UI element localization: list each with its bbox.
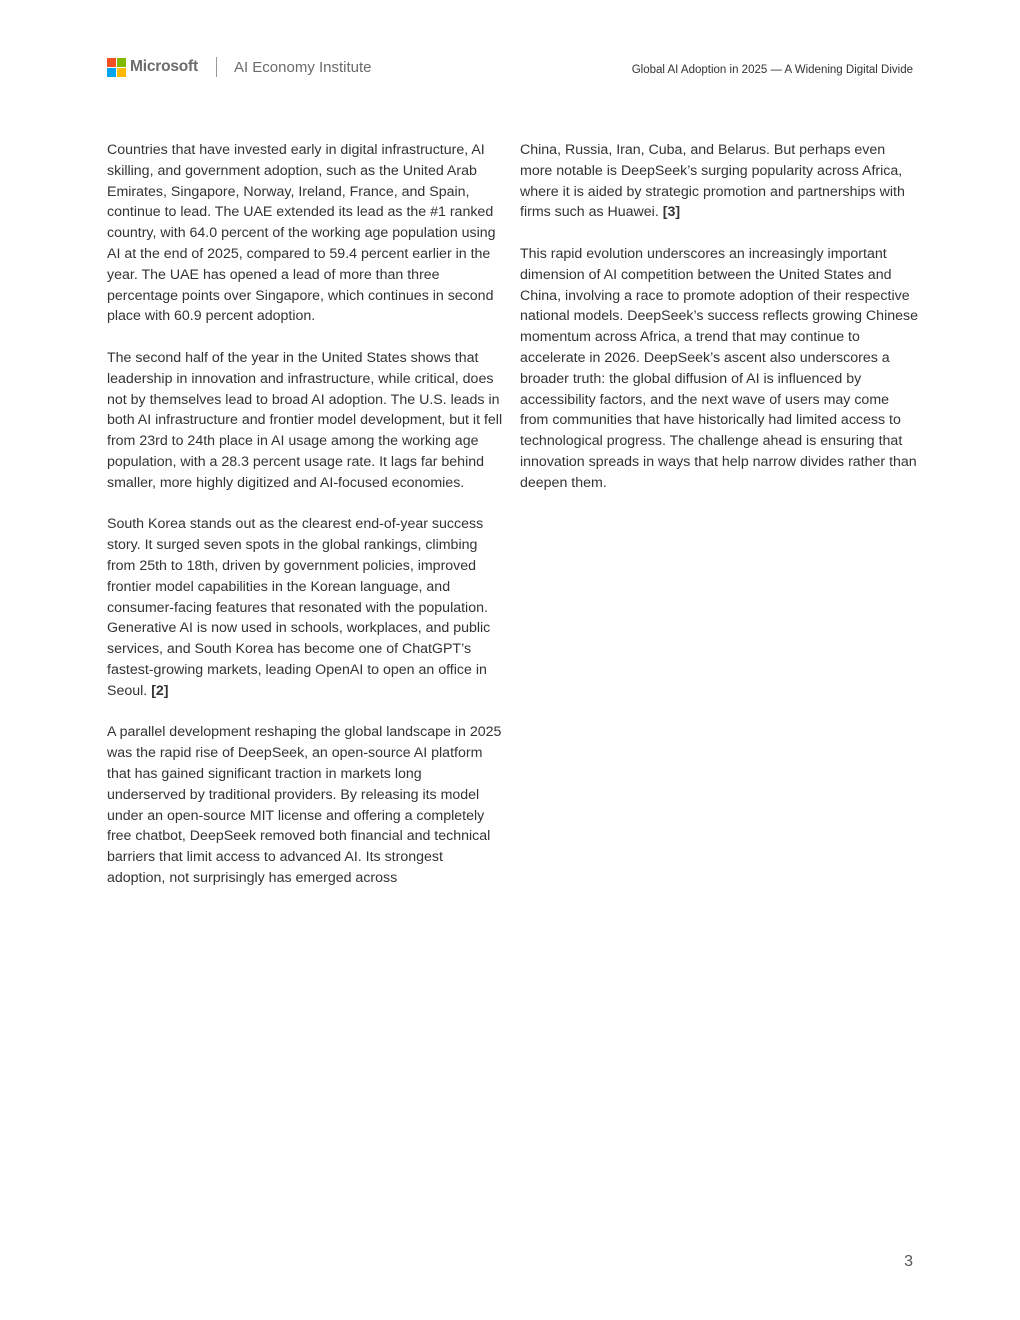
logo-square-yellow [117, 68, 126, 77]
paragraph-deepseek-continued [520, 140, 918, 223]
paragraph-deepseek-continued-text: China, Russia, Iran, Cuba, and Belarus. But perhaps even more notable is DeepSeek’s surging popularity across Africa, where it is aided by strategic promotion and partnerships with firms such as Huawei. [520, 142, 905, 221]
paragraph-south-korea-text: South Korea stands out as the clearest end-of-year success story. It surged seven spots in the global rankings, climbing from 25th to 18th, driven by government policies, improved frontier model capabilities in the Korean language, and consumer-facing features that resonated with the population. Generative AI is now used in schools, workplaces, and public services, and South Korea has become one of ChatGPT’s fastest-growing markets, leading OpenAI to open an office in Seoul. [107, 516, 491, 699]
paragraph-deepseek: A parallel development reshaping the global landscape in 2025 was the rapid rise of DeepSeek, an open-source AI platform that has gained significant traction in markets long underserved by traditional providers. By releasing its model under an open-source MIT license and offering a completely free chatbot, DeepSeek removed both financial and technical barriers that limit access to advanced AI. Its strongest adoption, not surprisingly has emerged across [107, 724, 502, 886]
paragraph-south-korea [107, 514, 503, 701]
logo-square-blue [107, 68, 116, 77]
reference-2: [2] [151, 682, 169, 699]
paragraph-united-states: The second half of the year in the United States shows that leadership in innovation and infrastructure, while critical, does not by themselves lead to broad AI adoption. The U.S. leads in both AI infrastructure and frontier model development, but it fell from 23rd to 24th place in AI usage among the working age population, with a 28.3 percent usage rate. It lags far behind smaller, more highly digitized and AI-focused economies. [107, 349, 503, 491]
brand-name: Microsoft [130, 58, 198, 75]
right-column [520, 140, 918, 514]
reference-3: [3] [662, 204, 681, 221]
page-number: 3 [904, 1253, 913, 1270]
logo-square-red [107, 58, 116, 67]
document-title [632, 64, 913, 76]
document-title-prefix: Global AI Adoption in 2025 — [631, 64, 785, 76]
left-column [107, 140, 503, 909]
microsoft-squares-icon [107, 58, 126, 77]
logo-divider [216, 57, 217, 77]
paragraph-top-countries: Countries that have invested early in digital infrastructure, AI skilling, and government adoption, such as the United Arab Emirates, Singapore, Norway, Ireland, France, and Spain, continue to lead. The UAE extended its lead as the #1 ranked country, with 64.0 percent of the working age population using AI at the end of 2025, compared to 59.4 percent earlier in the year. The UAE has opened a lead of more than three percentage points over Singapore, which continues in second place with 60.9 percent adoption. [107, 142, 496, 325]
institute-name: AI Economy Institute [233, 58, 372, 76]
paragraph-ai-competition: This rapid evolution underscores an increasingly important dimension of AI competition between the United States and China, involving a race to promote adoption of their respective national models. DeepSeek’s success reflects growing Chinese momentum across Africa, a trend that may continue to accelerate in 2026. DeepSeek’s ascent also underscores a broader truth: the global diffusion of AI is influenced by accessibility factors, and the next wave of users may come from communities that have historically had limited access to technological progress. The challenge ahead is ensuring that innovation spreads in ways that help narrow divides rather than deepen them. [520, 245, 918, 491]
microsoft-logo [107, 57, 372, 77]
logo-square-green [117, 58, 126, 67]
document-title-emphasis: A Widening Digital Divide [784, 64, 913, 76]
